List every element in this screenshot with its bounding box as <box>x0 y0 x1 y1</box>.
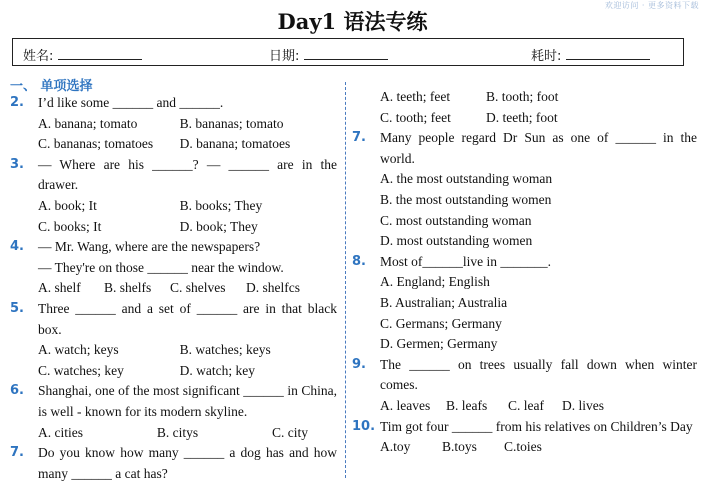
time-blank[interactable] <box>566 48 650 60</box>
question-stem: Three ______ and a set of ______ are in that black box. <box>38 300 337 337</box>
question-number: 4. <box>10 239 24 255</box>
option-row <box>352 211 697 232</box>
section-title: 一、 单项选择 <box>10 79 93 94</box>
student-info-box <box>12 38 684 66</box>
answer-option[interactable]: B. books; They <box>179 197 263 213</box>
right-column <box>352 87 697 458</box>
answer-option[interactable]: D. banana; tomatoes <box>179 136 291 152</box>
date-field[interactable] <box>269 45 388 64</box>
question-number: 10. <box>352 418 376 434</box>
answer-option[interactable]: D. most outstanding women <box>380 233 533 249</box>
question-stem: The ______ on trees usually fall down when winter comes. <box>380 356 697 393</box>
answer-option[interactable]: C. tooth; feet <box>380 109 451 125</box>
option-row <box>10 217 337 238</box>
question-stem-line-2: — They're on those ______ near the window. <box>38 259 284 275</box>
answer-option[interactable]: D. lives <box>562 397 604 413</box>
question <box>352 252 697 273</box>
answer-option[interactable]: D. shelfcs <box>246 280 300 296</box>
question-stem: Many people regard Dr Sun as one of ______ in the world. <box>380 130 697 166</box>
question-stem: I’d like some ______ and ______. <box>38 95 224 110</box>
answer-option[interactable]: B.toys <box>442 439 477 455</box>
answer-option[interactable]: C. watches; key <box>38 362 124 378</box>
option-row <box>352 190 697 211</box>
time-field[interactable] <box>531 45 650 64</box>
watermark-text: 欢迎访问 · 更多资料下载 <box>604 1 699 10</box>
option-row <box>10 196 337 217</box>
option-row <box>352 231 697 252</box>
answer-option[interactable]: D. Germen; Germany <box>380 336 498 352</box>
time-label: 耗时: <box>531 49 562 64</box>
answer-option[interactable]: B. the most outstanding women <box>380 191 552 207</box>
option-row <box>352 437 697 458</box>
question-number: 3. <box>10 156 24 172</box>
answer-option[interactable]: C. books; It <box>38 218 102 234</box>
question <box>10 299 337 340</box>
answer-option[interactable]: B. citys <box>156 424 199 440</box>
answer-option[interactable]: C. leaf <box>508 397 544 413</box>
question-stem: — Mr. Wang, where are the newspapers? <box>38 239 261 255</box>
question-number: 6. <box>10 383 24 399</box>
answer-option[interactable]: B. shelfs <box>104 280 152 296</box>
answer-option[interactable]: A. banana; tomato <box>38 115 138 131</box>
answer-option[interactable]: B. leafs <box>446 397 488 413</box>
answer-option[interactable]: C. shelves <box>170 280 226 296</box>
question <box>352 417 697 438</box>
question-stem: Shanghai, one of the most significant ______ in China, is well - known for its modern skyline. <box>38 383 337 419</box>
option-row <box>10 278 337 299</box>
answer-option[interactable]: B. watches; keys <box>179 342 271 358</box>
question-number: 7. <box>10 445 24 461</box>
question-number: 9. <box>352 356 366 372</box>
name-field[interactable] <box>23 45 142 64</box>
option-row <box>352 169 697 190</box>
answer-option[interactable]: A. England; English <box>380 274 490 290</box>
answer-option[interactable]: B. Australian; Australia <box>380 294 508 310</box>
answer-option[interactable]: A. watch; keys <box>38 342 119 358</box>
option-row <box>352 396 697 417</box>
answer-option[interactable]: D. teeth; foot <box>486 109 558 125</box>
answer-option[interactable]: C. bananas; tomatoes <box>38 136 154 152</box>
name-blank[interactable] <box>58 48 142 60</box>
answer-option[interactable]: A. book; It <box>38 197 97 213</box>
question <box>10 155 337 196</box>
option-row <box>352 293 697 314</box>
answer-option[interactable]: D. watch; key <box>179 362 255 378</box>
answer-option[interactable]: D. book; They <box>179 218 258 234</box>
answer-option[interactable]: B. tooth; foot <box>486 89 559 104</box>
question-number: 5. <box>10 300 24 316</box>
option-row <box>352 272 697 293</box>
answer-option[interactable]: C. city <box>272 424 308 440</box>
answer-option[interactable]: A. teeth; feet <box>380 89 451 104</box>
question-number: 8. <box>352 253 366 269</box>
option-row <box>352 334 697 355</box>
option-row <box>10 340 337 361</box>
answer-option[interactable]: C. Germans; Germany <box>380 315 502 331</box>
column-divider <box>345 82 346 478</box>
date-label: 日期: <box>269 49 300 64</box>
question <box>10 443 337 484</box>
answer-option[interactable]: C.toies <box>504 439 542 455</box>
question-number: 7. <box>352 130 366 146</box>
option-row <box>10 361 337 382</box>
answer-option[interactable]: A. cities <box>38 424 83 440</box>
question-number: 2. <box>10 95 24 110</box>
question <box>352 128 697 169</box>
answer-option[interactable]: B. bananas; tomato <box>179 115 284 131</box>
question-stem: Do you know how many ______ a dog has and how many ______ a cat has? <box>38 445 337 481</box>
question <box>10 93 337 114</box>
answer-option[interactable]: C. most outstanding woman <box>380 212 532 228</box>
answer-option[interactable]: A. the most outstanding woman <box>380 171 553 187</box>
option-row <box>10 114 337 135</box>
question-stem: Most of______live in _______. <box>380 253 551 269</box>
question <box>10 237 337 278</box>
option-row <box>352 314 697 335</box>
page-title: Day1 语法专练 <box>277 9 428 34</box>
question <box>352 355 697 396</box>
question-stem: — Where are his ______? — ______ are in the drawer. <box>38 156 337 193</box>
answer-option[interactable]: A. leaves <box>380 397 431 413</box>
option-row <box>10 134 337 155</box>
answer-option[interactable]: A. shelf <box>38 280 81 296</box>
option-row <box>352 108 697 129</box>
question <box>10 381 337 422</box>
name-label: 姓名: <box>23 49 54 64</box>
option-row <box>352 87 697 108</box>
question-stem: Tim got four ______ from his relatives on Children’s Day <box>380 418 693 434</box>
date-blank[interactable] <box>304 48 388 60</box>
left-column <box>10 93 337 484</box>
answer-option[interactable]: A.toy <box>380 439 411 455</box>
option-row <box>10 423 337 444</box>
